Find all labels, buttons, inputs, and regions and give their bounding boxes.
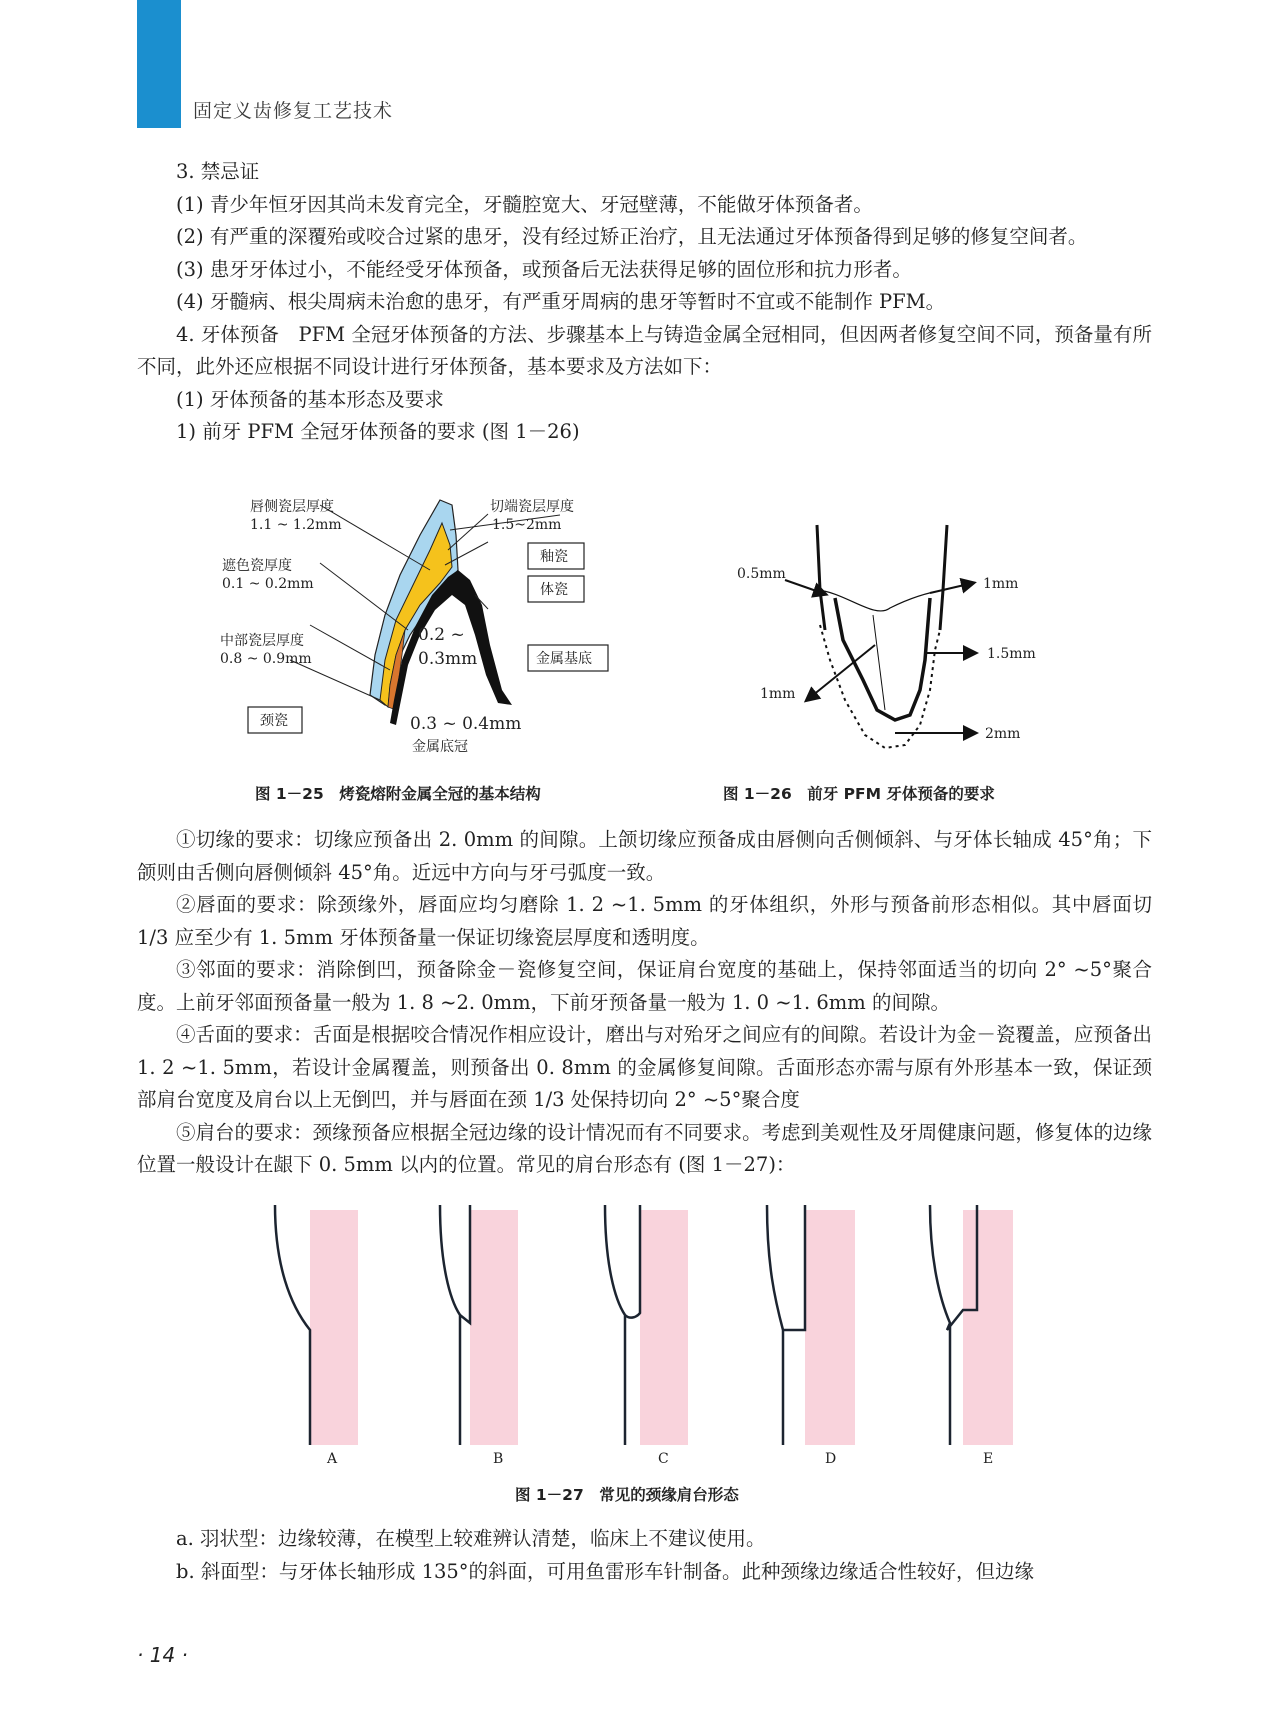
text-block-top — [137, 156, 1152, 449]
arrow-top-right — [930, 583, 973, 593]
paragraph: 3. 禁忌证 — [176, 160, 260, 183]
panel-c — [605, 1205, 688, 1465]
paragraph: b. 斜面型：与牙体长轴形成 135°的斜面，可用鱼雷形车针制备。此种颈缘边缘适合性较好，但边缘 — [176, 1559, 1035, 1583]
figure-1-26-preparation-requirements — [725, 520, 1045, 760]
figure-1-25-caption: 图 1－25 烤瓷熔附金属全冠的基本结构 — [255, 785, 541, 803]
panel-e — [930, 1205, 1013, 1465]
paragraph: ②唇面的要求：除颈缘外，唇面应均匀磨除 1. 2 ~1. 5mm 的牙体组织，外形与预备前形态相似。其中唇面切 1/3 应至少有 1. 5mm 牙体预备量一保证切缘瓷层厚度和透明度。 — [137, 893, 1152, 949]
label-metal-thickness-bottom: 0.3mm — [418, 649, 478, 669]
paragraph: ③邻面的要求：消除倒凹，预备除金－瓷修复空间，保证肩台宽度的基础上，保持邻面适当的切向 2° ~5°聚合度。上前牙邻面预备量一般为 1. 8 ~2. 0mm，下前牙预备量一般为 1. 0 ~1. 6mm 的间隙。 — [137, 958, 1152, 1014]
label-glaze: 釉瓷 — [540, 549, 568, 565]
figure-1-26-caption: 图 1－26 前牙 PFM 牙体预备的要求 — [723, 785, 995, 803]
paragraph: 4. 牙体预备 PFM 全冠牙体预备的方法、步骤基本上与铸造金属全冠相同，但因两者修复空间不同，预备量有所不同，此外还应根据不同设计进行牙体预备，基本要求及方法如下： — [137, 322, 1152, 378]
label-incisal-thickness-value: 1.5~2mm — [492, 517, 562, 533]
label-body-porcelain: 体瓷 — [540, 582, 568, 598]
paragraph: ①切缘的要求：切缘应预备出 2. 0mm 的间隙。上颌切缘应预备成由唇侧向舌侧倾斜、与牙体长轴成 45°角；下颌则由舌侧向唇侧倾斜 45°角。近远中方向与牙弓弧度一致。 — [137, 828, 1152, 884]
label-bottom-right: 2mm — [985, 726, 1021, 742]
label-incisal-thickness: 切端瓷层厚度 — [490, 499, 574, 515]
label-coping-thickness: 0.3 ~ 0.4mm — [410, 714, 522, 734]
paragraph: ⑤肩台的要求：颈缘预备应根据全冠边缘的设计情况而有不同要求。考虑到美观性及牙周健康问题，修复体的边缘位置一般设计在龈下 0. 5mm 以内的位置。常见的肩台形态有 (图 1－27)： — [137, 1120, 1152, 1176]
label-metal-thickness-top: 0.2 ~ — [418, 625, 465, 645]
paragraph: ④舌面的要求：舌面是根据咬合情况作相应设计，磨出与对殆牙之间应有的间隙。若设计为金－瓷覆盖，应预备出 1. 2 ~1. 5mm，若设计金属覆盖，则预备出 0. 8mm 的金属修复间隙。舌面形态亦需与原有外形基本一致，保证颈部肩台宽度及肩台以上无倒凹，并与唇面在颈 1/3 处保持切向 2° ~5°聚合度 — [137, 1023, 1152, 1111]
panel-a — [275, 1205, 358, 1465]
label-metal-substructure: 金属基底 — [536, 651, 592, 667]
label-top-right: 1mm — [983, 576, 1019, 592]
label-top-left: 0.5mm — [737, 566, 786, 582]
label-left: 1mm — [760, 686, 796, 702]
panel-d — [767, 1205, 855, 1465]
inner-line — [873, 615, 885, 710]
panel-label: D — [825, 1451, 837, 1465]
label-metal-coping: 金属底冠 — [412, 739, 468, 755]
label-middle-thickness-value: 0.8 ~ 0.9mm — [220, 651, 312, 667]
paragraph: (1) 青少年恒牙因其尚未发育完全，牙髓腔宽大、牙冠壁薄，不能做牙体预备者。 — [176, 192, 873, 216]
prepared-tooth-outline — [835, 598, 930, 720]
paragraph: (1) 牙体预备的基本形态及要求 — [176, 387, 444, 411]
panel-label: A — [327, 1451, 338, 1465]
figure-1-27-shoulder-forms — [255, 1205, 1035, 1465]
header-color-bar — [137, 0, 181, 128]
original-tooth-outline-right — [940, 525, 947, 630]
paragraph: (2) 有严重的深覆殆或咬合过紧的患牙，没有经过矫正治疗，且无法通过牙体预备得到足够的修复空间者。 — [176, 225, 1088, 248]
running-header-title: 固定义齿修复工艺技术 — [193, 100, 394, 122]
original-tooth-outline-left — [817, 525, 825, 630]
label-opaque-thickness: 遮色瓷厚度 — [222, 558, 292, 574]
label-middle-thickness: 中部瓷层厚度 — [220, 633, 304, 649]
text-block-bottom — [137, 1523, 1152, 1588]
panel-label: B — [493, 1451, 504, 1465]
paragraph: a. 羽状型：边缘较薄，在模型上较难辨认清楚，临床上不建议使用。 — [176, 1527, 766, 1550]
figure-1-27-caption: 图 1－27 常见的颈缘肩台形态 — [515, 1486, 739, 1504]
figure-1-25-crown-structure — [220, 495, 640, 765]
label-labial-thickness-value: 1.1 ~ 1.2mm — [250, 517, 342, 533]
paragraph: (3) 患牙牙体过小，不能经受牙体预备，或预备后无法获得足够的固位形和抗力形者。 — [176, 257, 912, 281]
paragraph: (4) 牙髓病、根尖周病未治愈的患牙，有严重牙周病的患牙等暂时不宜或不能制作 PFM。 — [176, 290, 946, 313]
text-block-middle — [137, 824, 1152, 1182]
label-cervical-porcelain: 颈瓷 — [260, 713, 288, 729]
arrow-left — [807, 645, 875, 700]
panel-label: E — [983, 1451, 994, 1465]
panel-b — [440, 1205, 518, 1465]
panel-label: C — [658, 1451, 669, 1465]
label-mid-right: 1.5mm — [987, 646, 1036, 662]
page-number: · 14 · — [137, 1643, 188, 1667]
label-opaque-thickness-value: 0.1 ~ 0.2mm — [222, 576, 314, 592]
paragraph: 1) 前牙 PFM 全冠牙体预备的要求 (图 1－26) — [176, 420, 580, 443]
label-labial-thickness: 唇侧瓷层厚度 — [250, 499, 334, 515]
